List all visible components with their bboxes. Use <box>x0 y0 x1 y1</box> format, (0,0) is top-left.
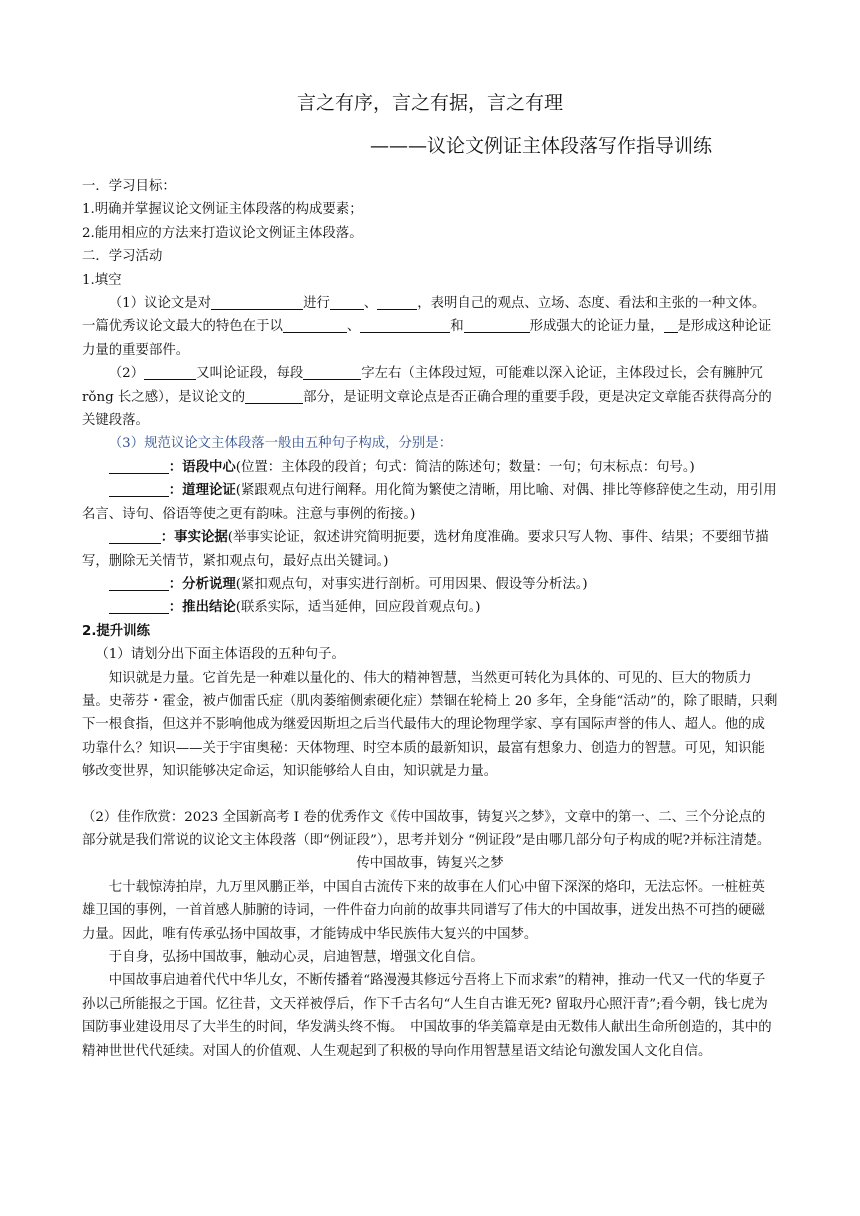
essay-paragraph: 中国故事启迪着代代中华儿女，不断传播着“路漫漫其修远兮吾将上下而求索”的精神，推动一代又一代的华夏子孙以己所能报之于国。忆往昔，文天祥被俘后，作下千古名句“人生自古谁无死? 留取丹心照汗青”;看今朝，钱七虎为国防事业建设用尽了大半生的时间，华发满头终不悔。 中国故事的华美篇章是由无数伟人献出生命所创造的，其中的精神世世代代延续。对国人的价值观、人生观起到了积极的导向作用智慧星语文结论句激发国人文化自信。 <box>82 973 772 1059</box>
answer-blank[interactable] <box>109 529 161 544</box>
answer-blank[interactable] <box>144 365 196 380</box>
goal-item-1: 1.明确并掌握议论文例证主体段落的构成要素； <box>82 202 363 218</box>
question-3: （3）规范议论文主体段落一般由五种句子构成，分别是： <box>108 436 453 452</box>
answer-blank[interactable] <box>664 318 678 333</box>
answer-blank[interactable] <box>109 482 169 497</box>
sentence-part-3: ：事实论据(举事实论证，叙述讲究简明扼要，选材角度准确。要求只写人物、事件、结果；不要细节描写，删除无关情节，紧扣观点句，最好点出关键词。) <box>82 529 769 569</box>
section-heading-activities: 二．学习活动 <box>82 249 163 265</box>
question-2: （2） 又叫论证段，每段 字左右（主体段过短，可能难以深入论证，主体段过长，会有臃肿冗 rǒng 长之感），是议论文的 部分，是证明文章论点是否正确合理的重要手段，更是决定文章能否获得高分的关键段落。 <box>82 366 772 429</box>
training-heading: 2.提升训练 <box>82 623 150 639</box>
answer-blank[interactable] <box>211 295 303 310</box>
answer-blank[interactable] <box>303 365 361 380</box>
training-passage: 知识就是力量。它首先是一种难以量化的、伟大的精神智慧，当然更可转化为具体的、可见的、巨大的物质力量。史蒂芬・霍金，被卢伽雷氏症（肌肉萎缩侧索硬化症）禁锢在轮椅上 20 多年，全身能“活动”的，除了眼睛，只剩下一根食指，但这并不影响他成为继爱因斯坦之后当代最伟大的理论物理学家、享有国际声誉的伟人、超人。他的成功靠什么？知识——关于宇宙奥秘：天体物理、时空本质的最新知识，最富有想象力、创造力的智慧。可见，知识能够改变世界，知识能够决定命运，知识能够给人自由，知识就是力量。 <box>82 670 778 780</box>
answer-blank[interactable] <box>360 318 450 333</box>
document-title: 言之有序，言之有据，言之有理 <box>296 92 563 114</box>
answer-blank[interactable] <box>283 318 347 333</box>
goal-item-2: 2.能用相应的方法来打造议论文例证主体段落。 <box>82 225 363 241</box>
answer-blank[interactable] <box>464 318 530 333</box>
question-1: （1）议论文是对 进行 、 ，表明自己的观点、立场、态度、看法和主张的一种文体。一篇优秀议论文最大的特色在于以 、 和 形成强大的论证力量， 是形成这种论证力量的重要部件。 <box>82 296 772 358</box>
sentence-part-1: ：语段中心(位置：主体段的段首；句式：简洁的陈述句；数量：一句；句末标点：句号。) <box>82 456 778 479</box>
answer-blank[interactable] <box>377 295 417 310</box>
section-heading-goals: 一．学习目标： <box>82 179 176 194</box>
answer-blank[interactable] <box>245 389 303 404</box>
answer-blank[interactable] <box>330 295 364 310</box>
essay-title: 传中国故事，铸复兴之梦 <box>356 856 504 872</box>
sentence-part-2: ：道理论证(紧跟观点句进行阐释。用化简为繁使之清晰，用比喻、对偶、排比等修辞使之生动，用引用名言、诗句、俗语等使之更有韵味。注意与事例的衔接。) <box>82 482 777 522</box>
answer-blank[interactable] <box>109 599 169 614</box>
fill-heading: 1.填空 <box>82 272 122 288</box>
training-task-2: （2）佳作欣赏：2023 全国新高考 I 卷的优秀作文《传中国故事，铸复兴之梦》，文章中的第一、二、三个分论点的部分就是我们常说的议论文主体段落（即“例证段”），思考并划分 “例证段”是由哪几部分句子构成的呢?并标注清楚。 <box>82 809 771 848</box>
document-subtitle: ———议论文例证主体段落写作指导训练 <box>370 135 713 157</box>
answer-blank[interactable] <box>109 576 169 591</box>
training-task-1: （1）请划分出下面主体语段的五种句子。 <box>95 647 345 663</box>
answer-blank[interactable] <box>109 459 169 474</box>
essay-paragraph: 七十载惊涛拍岸，九万里风鹏正举，中国自古流传下来的故事在人们心中留下深深的烙印，无法忘怀。一桩桩英雄卫国的事例，一首首感人肺腑的诗词，一件件奋力向前的故事共同谱写了伟大的中国故事，迸发出热不可挡的硬磁力量。因此，唯有传承弘扬中国故事，才能铸成中华民族伟大复兴的中国梦。 <box>82 879 765 942</box>
sentence-part-5: ：推出结论(联系实际，适当延伸，回应段首观点句。) <box>82 596 778 619</box>
sentence-part-4: ：分析说理(紧扣观点句，对事实进行剖析。可用因果、假设等分析法。) <box>82 573 778 596</box>
essay-paragraph: 于自身，弘扬中国故事，触动心灵，启迪智慧，增强文化自信。 <box>108 950 484 965</box>
